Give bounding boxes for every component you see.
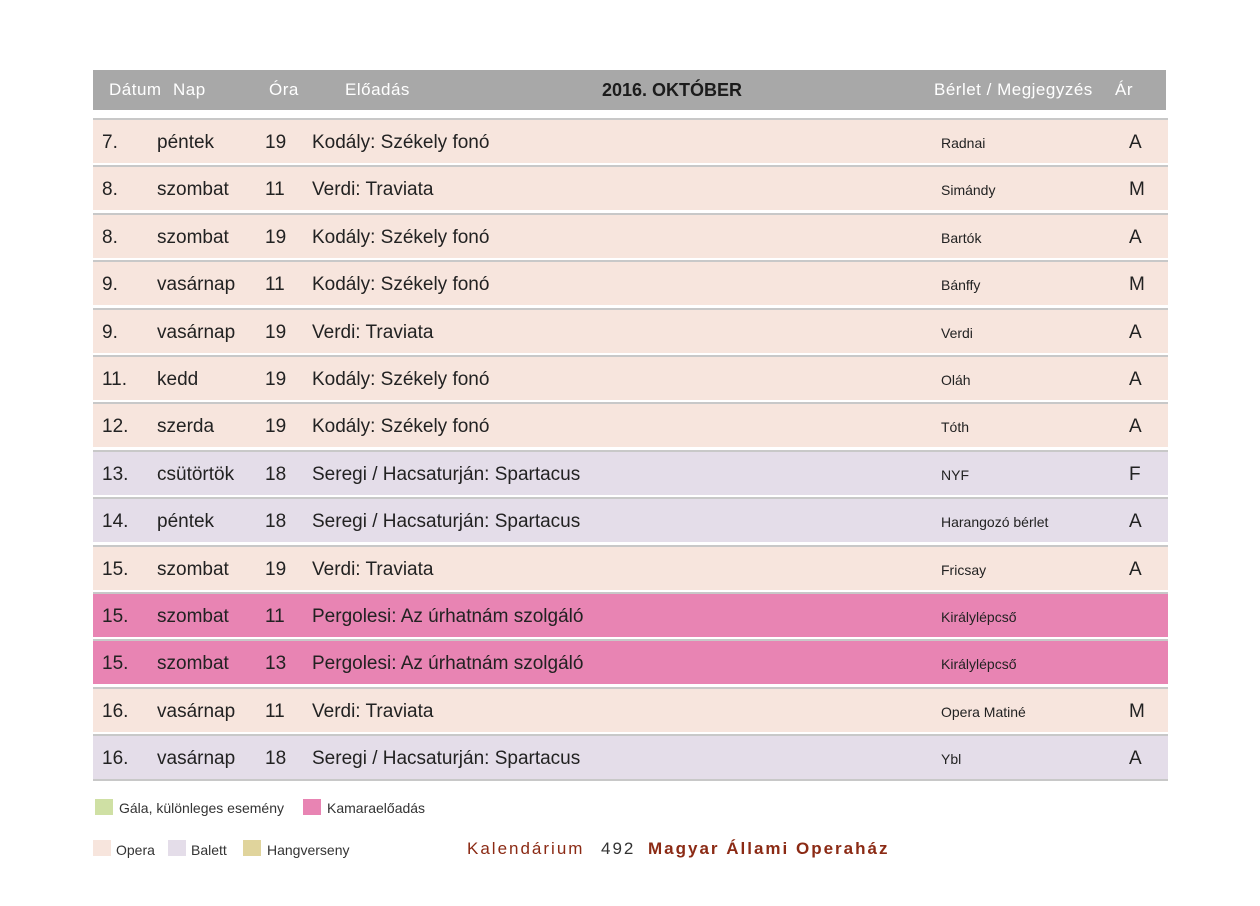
- cell-note: Királylépcső: [941, 656, 1017, 673]
- cell-day: szombat: [157, 605, 229, 627]
- cell-day: péntek: [157, 511, 215, 533]
- cell-note: Simándy: [941, 182, 996, 199]
- table-row: [93, 165, 1168, 210]
- cell-note: Harangozó bérlet: [941, 514, 1049, 531]
- cell-show: Kodály: Székely fonó: [312, 132, 490, 153]
- cell-day: vasárnap: [157, 321, 236, 343]
- legend-swatch-gala: [95, 799, 113, 815]
- legend-swatch-kamara: [303, 799, 321, 815]
- cell-date: 15.: [102, 653, 129, 675]
- cell-hour: 13: [265, 653, 287, 675]
- legend-swatch-balett: [168, 840, 186, 856]
- cell-date: 15.: [102, 605, 129, 627]
- cell-day: kedd: [157, 368, 199, 390]
- cell-show: Verdi: Traviata: [312, 321, 434, 343]
- cell-hour: 18: [265, 748, 287, 770]
- legend-label-balett: Balett: [191, 842, 227, 858]
- cell-show: Verdi: Traviata: [312, 700, 434, 722]
- legend-swatch-opera: [93, 840, 111, 856]
- cell-price: F: [1129, 463, 1141, 485]
- cell-date: 11.: [102, 368, 128, 390]
- cell-hour: 19: [265, 558, 287, 580]
- cell-note: Radnai: [941, 135, 986, 151]
- table-row: [93, 592, 1168, 637]
- cell-price: A: [1129, 748, 1142, 770]
- cell-show: Verdi: Traviata: [312, 558, 434, 580]
- cell-date: 8.: [102, 179, 118, 201]
- col-price-header: Ár: [1115, 80, 1133, 99]
- cell-date: 7.: [102, 132, 118, 153]
- cell-price: A: [1129, 511, 1142, 533]
- legend-label-opera: Opera: [116, 842, 155, 858]
- table-header: [93, 70, 1166, 110]
- cell-price: A: [1129, 321, 1142, 343]
- cell-note: NYF: [941, 466, 969, 483]
- cell-date: 9.: [102, 321, 118, 343]
- page-title: 2016. OKTÓBER: [602, 80, 743, 100]
- cell-note: Királylépcső: [941, 608, 1017, 625]
- cell-day: szerda: [157, 416, 215, 438]
- footer-publisher: Magyar Állami Operaház: [648, 839, 890, 858]
- table-bottom-border: [93, 779, 1168, 781]
- cell-note: Opera Matiné: [941, 703, 1026, 720]
- cell-show: Seregi / Hacsaturján: Spartacus: [312, 463, 581, 485]
- cell-date: 14.: [102, 511, 129, 533]
- cell-day: vasárnap: [157, 700, 236, 722]
- cell-note: Tóth: [941, 419, 970, 436]
- table-row: [93, 450, 1168, 495]
- table-row: [93, 687, 1168, 732]
- table-row: [93, 213, 1168, 258]
- cell-hour: 19: [265, 368, 287, 390]
- cell-day: vasárnap: [157, 748, 236, 770]
- cell-show: Seregi / Hacsaturján: Spartacus: [312, 748, 581, 770]
- table-row: [93, 497, 1168, 542]
- cell-hour: 11: [265, 700, 285, 722]
- cell-hour: 18: [265, 463, 287, 485]
- cell-date: 16.: [102, 748, 129, 770]
- cell-show: Seregi / Hacsaturján: Spartacus: [312, 511, 581, 533]
- legend-label-hangverseny: Hangverseny: [267, 842, 350, 858]
- cell-note: Verdi: [941, 324, 973, 341]
- legend-label-gala: Gála, különleges esemény: [119, 800, 284, 816]
- table-row: [93, 639, 1168, 684]
- cell-show: Pergolesi: Az úrhatnám szolgáló: [312, 653, 584, 675]
- table-row: [93, 545, 1168, 590]
- cell-day: szombat: [157, 558, 229, 580]
- cell-show: Kodály: Székely fonó: [312, 416, 490, 438]
- col-date-header: Dátum: [109, 80, 162, 99]
- table-row: [93, 260, 1168, 305]
- cell-note: Ybl: [941, 751, 962, 768]
- table-row: [93, 355, 1168, 400]
- cell-hour: 11: [265, 605, 285, 627]
- legend-label-kamara: Kamaraelőadás: [327, 800, 426, 816]
- cell-date: 12.: [102, 416, 129, 438]
- col-hour-header: Óra: [269, 80, 299, 99]
- table-row: [93, 402, 1168, 447]
- cell-hour: 11: [265, 274, 285, 296]
- cell-note: Oláh: [941, 371, 971, 388]
- cell-price: A: [1129, 368, 1142, 390]
- page-number: 492: [601, 839, 636, 858]
- cell-day: péntek: [157, 132, 215, 153]
- col-day-header: Nap: [173, 80, 206, 99]
- cell-price: A: [1129, 416, 1142, 438]
- cell-show: Verdi: Traviata: [312, 179, 434, 201]
- cell-day: szombat: [157, 226, 229, 248]
- cell-note: Fricsay: [941, 561, 987, 578]
- cell-price: M: [1129, 274, 1145, 296]
- event-table: [93, 118, 1168, 781]
- cell-day: vasárnap: [157, 274, 236, 296]
- cell-show: Kodály: Székely fonó: [312, 368, 490, 390]
- legend-swatch-hangverseny: [243, 840, 261, 856]
- cell-show: Kodály: Székely fonó: [312, 226, 490, 248]
- table-row: [93, 734, 1168, 779]
- cell-date: 16.: [102, 700, 129, 722]
- cell-date: 8.: [102, 226, 118, 248]
- cell-show: Kodály: Székely fonó: [312, 274, 490, 296]
- cell-hour: 11: [265, 179, 285, 201]
- cell-show: Pergolesi: Az úrhatnám szolgáló: [312, 605, 584, 627]
- cell-note: Bánffy: [941, 277, 981, 294]
- cell-hour: 19: [265, 321, 287, 343]
- col-show-header: Előadás: [345, 80, 410, 99]
- cell-day: szombat: [157, 179, 229, 201]
- cell-date: 9.: [102, 274, 118, 296]
- cell-price: A: [1129, 226, 1142, 248]
- cell-day: szombat: [157, 653, 229, 675]
- cell-day: csütörtök: [157, 463, 235, 485]
- cell-date: 13.: [102, 463, 129, 485]
- table-row: [93, 308, 1168, 353]
- col-note-header: Bérlet / Megjegyzés: [934, 80, 1093, 99]
- cell-price: M: [1129, 179, 1145, 201]
- cell-price: A: [1129, 132, 1142, 153]
- table-row: [93, 118, 1168, 163]
- cell-note: Bartók: [941, 229, 982, 246]
- cell-hour: 18: [265, 511, 287, 533]
- cell-hour: 19: [265, 132, 287, 153]
- footer-kalendarium: Kalendárium: [467, 839, 585, 858]
- cell-price: A: [1129, 558, 1142, 580]
- cell-hour: 19: [265, 416, 287, 438]
- cell-hour: 19: [265, 226, 287, 248]
- cell-date: 15.: [102, 558, 129, 580]
- cell-price: M: [1129, 700, 1145, 722]
